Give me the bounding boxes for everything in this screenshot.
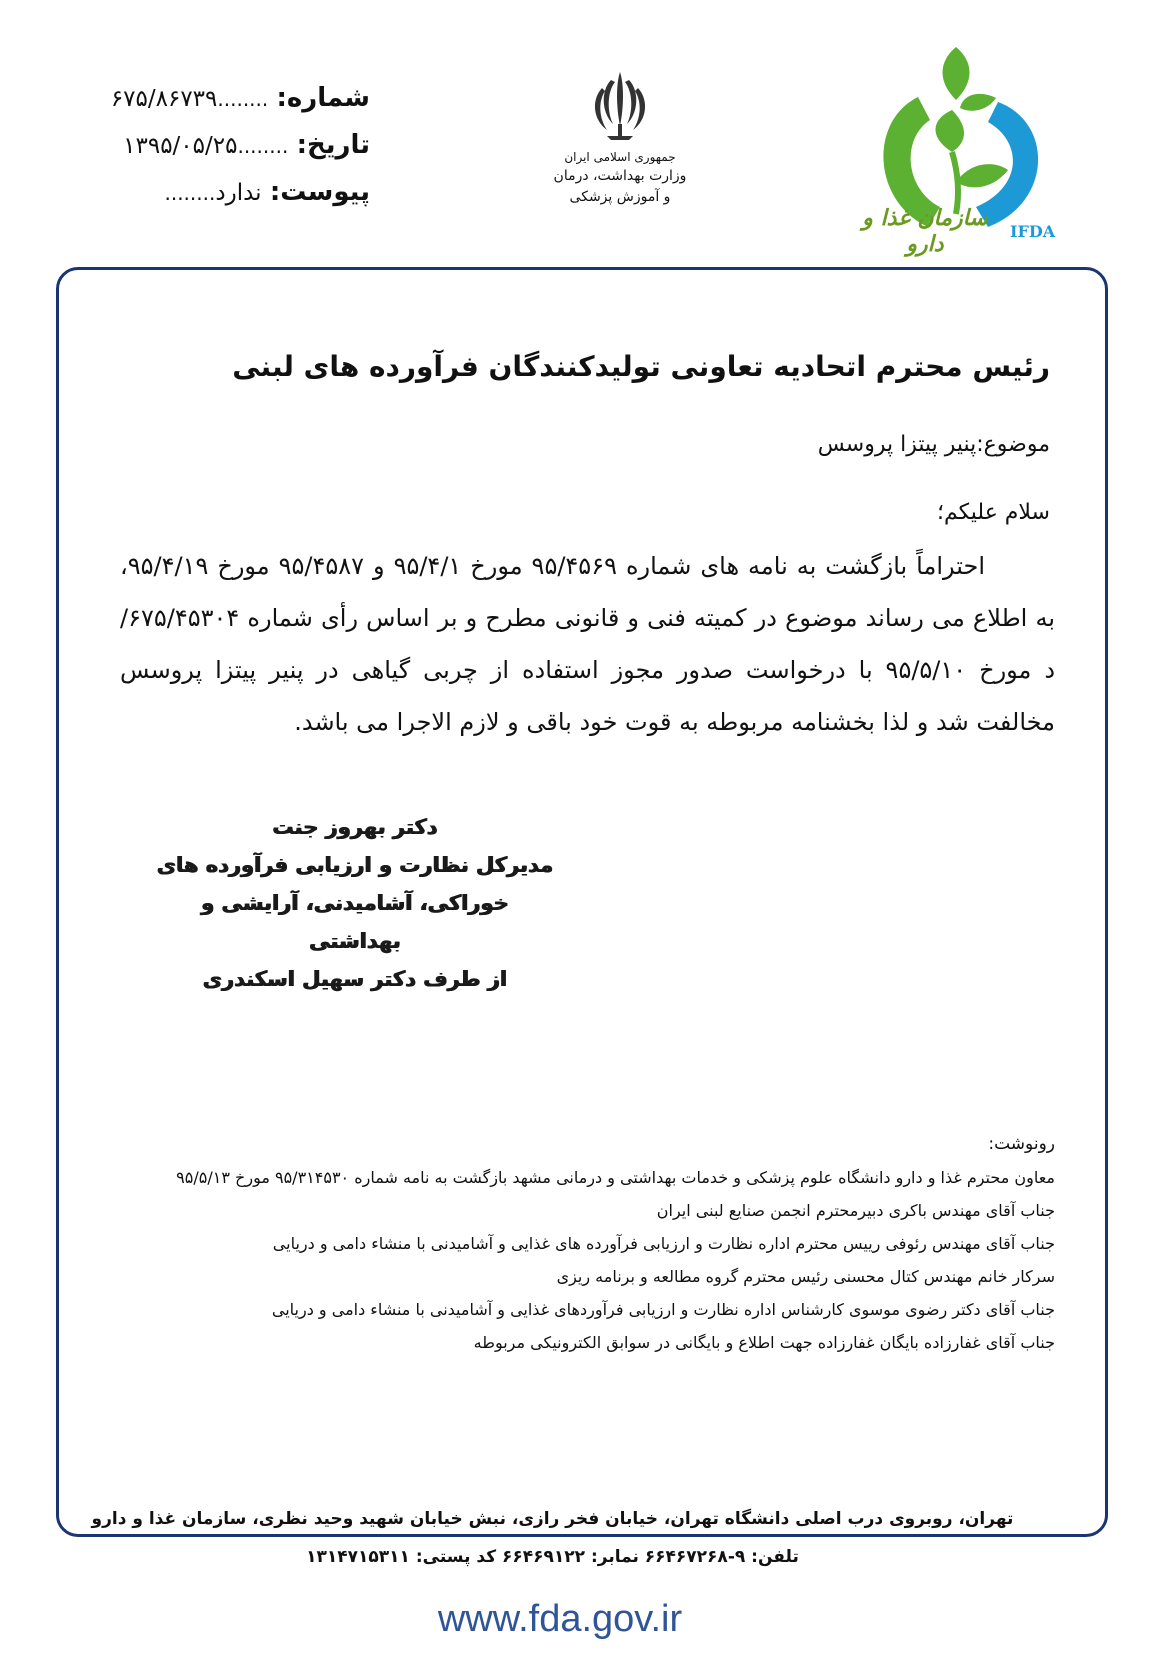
letter-body: احتراماً بازگشت به نامه های شماره ۹۵/۴۵۶۹ مورخ ۹۵/۴/۱ و ۹۵/۴۵۸۷ مورخ ۹۵/۴/۱۹، به اطلاع می رساند موضوع در کمیته فنی و قانونی مطرح و بر اساس رأی شماره ۶۷۵/۴۵۳۰۴/د مورخ ۹۵/۵/۱۰ با درخواست صدور مجوز استفاده از چربی گیاهی در پنیر پیتزا پروسس مخالفت شد و لذا بخشنامه مربوطه به قوت خود باقی و لازم الاجرا می باشد.	[120, 552, 1055, 736]
signature-title-line2: خوراکی، آشامیدنی، آرایشی و بهداشتی	[201, 891, 509, 953]
number-label: شماره:	[276, 83, 370, 113]
cc-title: رونوشت:	[988, 1134, 1055, 1154]
footer-address-block	[60, 1500, 1045, 1576]
footer-website-link[interactable]: www.fda.gov.ir	[437, 1598, 683, 1640]
logo-name: سازمان غذا و دارو	[862, 205, 988, 257]
emblem-ministry-line2: و آموزش پزشکی	[569, 189, 671, 205]
cc-item: سرکار خانم مهندس کتال محسنی رئیس محترم گروه مطالعه و برنامه ریزی	[556, 1267, 1055, 1286]
letter-greeting: سلام علیکم؛	[936, 500, 1050, 525]
date-label: تاریخ:	[296, 130, 370, 160]
emblem-country: جمهوری اسلامی ایران	[564, 150, 676, 164]
cc-item: جناب آقای مهندس رئوفی رییس محترم اداره نظارت و ارزیابی فرآورده های غذایی و آشامیدنی با منشاء دامی و دریایی	[272, 1234, 1055, 1253]
ministry-header	[530, 66, 710, 208]
cc-item: جناب آقای مهندس باکری دبیرمحترم انجمن صنایع لبنی ایران	[656, 1201, 1055, 1220]
letter-number	[100, 75, 370, 122]
cc-item: جناب آقای غفارزاده بایگان غفارزاده جهت اطلاع و بایگانی در سوابق الکترونیکی مربوطه	[473, 1333, 1055, 1352]
cc-item: جناب آقای دکتر رضوی موسوی کارشناس اداره نظارت و ارزیابی فرآوردهای غذایی و آشامیدنی با منشاء دامی و دریایی	[271, 1300, 1055, 1319]
attachment-dots: ........	[164, 181, 216, 205]
cc-list	[110, 1128, 1055, 1359]
logo-abbr: IFDA	[1010, 222, 1056, 241]
letter-attachment	[100, 169, 370, 216]
number-value: ۶۷۵/۸۶۷۳۹	[110, 86, 218, 112]
attachment-label: پیوست:	[269, 177, 370, 207]
footer-address: تهران، روبروی درب اصلی دانشگاه تهران، خیابان فخر رازی، نبش خیابان شهید وحید نظری، سازمان غذا و دارو	[91, 1509, 1014, 1529]
signature-name: دکتر بهروز جنت	[272, 815, 438, 839]
cc-item: معاون محترم غذا و دارو دانشگاه علوم پزشکی و خدمات بهداشتی و درمانی مشهد بازگشت به نامه شماره ۹۵/۳۱۴۵۳۰ مورخ ۹۵/۵/۱۳	[176, 1168, 1055, 1187]
letter-subject: موضوع:پنیر پیتزا پروسس	[817, 432, 1050, 457]
letter-date	[100, 122, 370, 169]
letter-meta	[100, 75, 370, 216]
date-dots: ........	[237, 134, 289, 158]
attachment-value: ندارد	[215, 180, 262, 206]
signature-title-line1: مدیرکل نظارت و ارزیابی فرآورده های	[156, 853, 554, 877]
letter-recipient: رئیس محترم اتحادیه تعاونی تولیدکنندگان فرآورده های لبنی	[232, 350, 1050, 383]
number-dots: ........	[217, 87, 269, 111]
signature-block	[155, 808, 555, 998]
footer-contacts: تلفن: ۹-۶۶۴۶۷۲۶۸ نمابر: ۶۶۴۶۹۱۲۲ کد پستی: ۱۳۱۴۷۱۵۳۱۱	[306, 1547, 799, 1567]
date-value: ۱۳۹۵/۰۵/۲۵	[123, 133, 238, 159]
iran-emblem-icon	[585, 66, 655, 142]
emblem-ministry-line1: وزارت بهداشت، درمان	[553, 168, 687, 184]
signature-on-behalf: از طرف دکتر سهیل اسکندری	[202, 967, 508, 991]
